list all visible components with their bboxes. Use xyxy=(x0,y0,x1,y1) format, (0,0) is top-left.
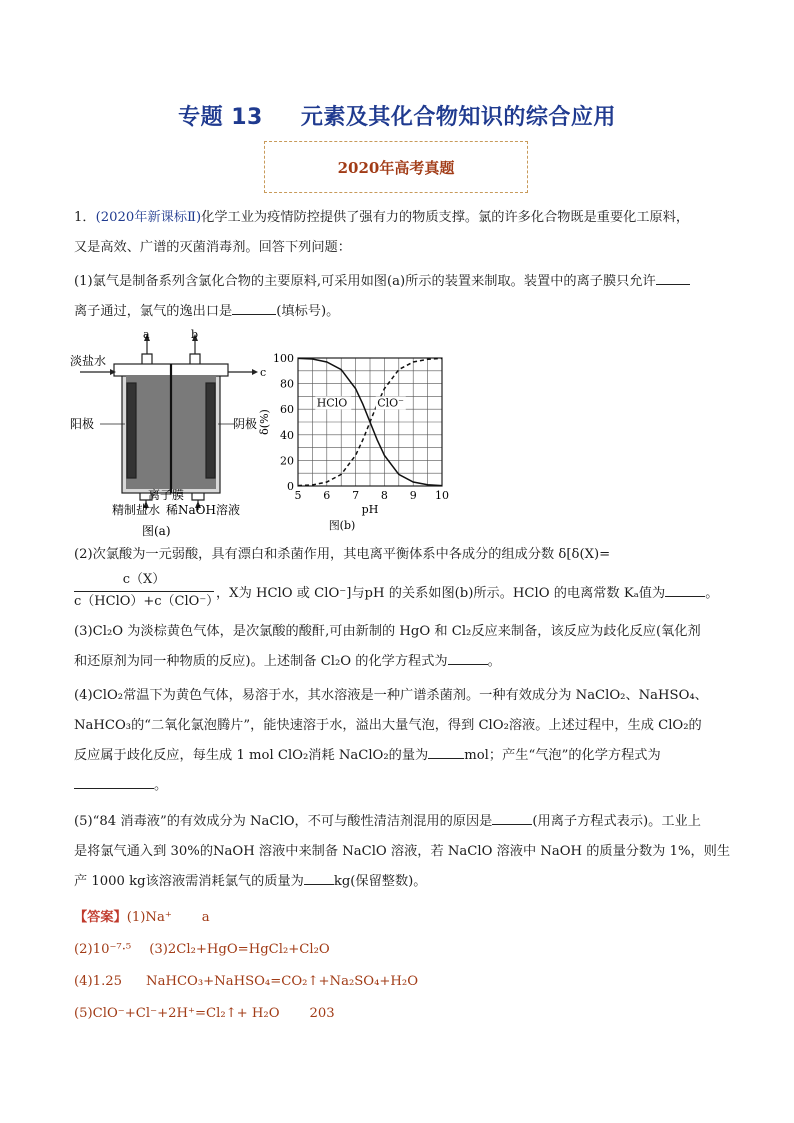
q1-part3-line2 xyxy=(74,652,734,672)
x-tick-label: 8 xyxy=(380,489,388,502)
figure-b-chart xyxy=(258,348,458,540)
x-tick-label: 10 xyxy=(435,489,449,502)
question-source: (2020年新课标Ⅱ) xyxy=(95,210,202,225)
series-label-clo: ClO⁻ xyxy=(377,396,404,410)
q1-p5e: kg(保留整数)。 xyxy=(333,874,427,889)
answer-label: 【答案】 xyxy=(74,910,127,925)
figure-a-caption: 图(a) xyxy=(142,524,171,538)
q1-p4e: 。 xyxy=(154,778,168,793)
answer-line1 xyxy=(74,908,734,928)
q1-p5a: (5)“84 消毒液”的有效成分为 NaClO，不可与酸性清洁剂混用的原因是 xyxy=(74,814,493,829)
answer-1b: a xyxy=(201,910,210,925)
answer-5b: 203 xyxy=(309,1006,335,1021)
label-b: b xyxy=(191,328,199,341)
q1-p2b: ，X为 HClO 或 ClO⁻]与pH 的关系如图(b)所示。HClO 的电离常数 Kₐ值为 xyxy=(216,586,666,601)
answer-4: (4)1.25 xyxy=(74,974,123,989)
figure-a-electrolysis-cell xyxy=(70,328,275,543)
answer-3: (3)2Cl₂+HgO=HgCl₂+Cl₂O xyxy=(149,942,330,957)
answer-line3 xyxy=(74,972,734,992)
answer-4b: NaHCO₃+NaHSO₄=CO₂↑+Na₂SO₄+H₂O xyxy=(146,974,419,989)
q1-p1a: (1)氯气是制备系列含氯化合物的主要原料,可采用如图(a)所示的装置来制取。装置中的离子膜只允许 xyxy=(74,274,656,289)
y-axis-label: δ(%) xyxy=(258,409,271,435)
label-anode: 阳极 xyxy=(70,417,95,431)
q1-p1c: (填标号)。 xyxy=(276,304,340,319)
fraction-denominator: c（HClO）+c（ClO⁻） xyxy=(74,594,220,609)
question-number: 1． xyxy=(74,210,96,225)
label-membrane: 离子膜 xyxy=(148,488,185,502)
label-dilute-brine: 淡盐水 xyxy=(70,354,107,368)
q1-part2-line2 xyxy=(216,584,736,604)
answer-blank xyxy=(428,746,464,759)
q1-part1-line1 xyxy=(74,272,734,292)
year-heading-box xyxy=(264,141,528,193)
q1-p1b: 离子通过，氯气的逸出口是 xyxy=(74,304,233,319)
q1-part3-line1 xyxy=(74,622,734,642)
q1-p3c: 。 xyxy=(487,654,501,669)
q1-intro2: 又是高效、广谱的灭菌消毒剂。回答下列问题： xyxy=(74,240,351,255)
q1-p4c: 反应属于歧化反应，每生成 1 mol ClO₂消耗 NaClO₂的量为 xyxy=(74,748,429,763)
answer-blank xyxy=(492,812,532,825)
q1-part4-line2 xyxy=(74,716,734,736)
x-tick-label: 5 xyxy=(294,489,302,502)
q1-p5d: 产 1000 kg该溶液需消耗氯气的质量为 xyxy=(74,874,304,889)
topic-number: 专题 13 xyxy=(178,105,263,130)
y-tick-label: 60 xyxy=(280,403,294,417)
label-dilute-naoh: 稀NaOH溶液 xyxy=(166,503,240,517)
series-label-hclo: HClO xyxy=(316,396,348,410)
q1-part4-line1 xyxy=(74,686,734,706)
q1-part5-line3 xyxy=(74,872,734,892)
label-a: a xyxy=(143,328,150,341)
answer-blank xyxy=(656,272,690,285)
answer-blank xyxy=(232,302,276,315)
q1-p5c: 是将氯气通入到 30%的NaOH 溶液中来制备 NaClO 溶液，若 NaClO 溶液中 NaOH 的质量分数为 1%，则生 xyxy=(74,844,731,859)
q1-intro-line1 xyxy=(74,208,734,228)
q1-part5-line2 xyxy=(74,842,734,862)
q1-p2c: 。 xyxy=(705,586,719,601)
answer-1: (1)Na⁺ xyxy=(126,910,172,925)
answer-blank xyxy=(665,584,705,597)
q1-p3b: 和还原剂为同一种物质的反应)。上述制备 Cl₂O 的化学方程式为 xyxy=(74,654,448,669)
q1-p5b: (用离子方程式表示)。工业上 xyxy=(532,814,701,829)
label-refined-brine: 精制盐水 xyxy=(112,503,161,517)
x-tick-label: 7 xyxy=(352,489,360,502)
q1-p4a: (4)ClO₂常温下为黄色气体，易溶于水，其水溶液是一种广谱杀菌剂。一种有效成分为 NaClO₂、NaHSO₄、 xyxy=(74,688,708,703)
label-c: c xyxy=(260,366,267,379)
y-tick-label: 80 xyxy=(280,377,294,391)
q1-part1-line2 xyxy=(74,302,734,322)
fraction-numerator: c（X） xyxy=(74,571,214,592)
answer-line4 xyxy=(74,1004,734,1024)
q1-part4-line4 xyxy=(74,776,734,796)
answer-blank xyxy=(74,776,154,789)
y-tick-label: 20 xyxy=(280,454,294,468)
q1-part2-line1 xyxy=(74,545,734,565)
year-heading: 2020年高考真题 xyxy=(337,158,455,177)
answer-blank xyxy=(448,652,488,665)
y-tick-label: 40 xyxy=(280,428,294,442)
q1-part4-line3 xyxy=(74,746,734,766)
fraction xyxy=(74,571,220,612)
y-tick-label: 100 xyxy=(273,352,294,365)
x-axis-label: pH xyxy=(361,503,379,516)
label-cathode: 阴极 xyxy=(233,417,258,431)
q1-p2a: (2)次氯酸为一元弱酸，具有漂白和杀菌作用，其电离平衡体系中各成分的组成分数 δ[δ(X)= xyxy=(74,547,611,562)
q1-p4d: mol；产生“气泡”的化学方程式为 xyxy=(464,748,661,763)
page-title xyxy=(0,100,794,131)
x-tick-label: 9 xyxy=(409,489,417,502)
q1-p3a: (3)Cl₂O 为淡棕黄色气体，是次氯酸的酸酐,可由新制的 HgO 和 Cl₂反应来制备，该反应为歧化反应(氧化剂 xyxy=(74,624,701,639)
figure-b-caption: 图(b) xyxy=(328,519,356,532)
answer-blank xyxy=(304,872,334,885)
answer-line2 xyxy=(74,940,734,960)
answer-5: (5)ClO⁻+Cl⁻+2H⁺=Cl₂↑+ H₂O xyxy=(74,1006,280,1021)
q1-p4b: NaHCO₃的“二氧化氯泡腾片”，能快速溶于水，溢出大量气泡，得到 ClO₂溶液。上述过程中，生成 ClO₂的 xyxy=(74,718,702,733)
q1-intro1: 化学工业为疫情防控提供了强有力的物质支撑。氯的许多化合物既是重要化工原料， xyxy=(201,210,690,225)
topic-title: 元素及其化合物知识的综合应用 xyxy=(300,105,616,130)
x-tick-label: 6 xyxy=(323,489,331,502)
q1-part5-line1 xyxy=(74,812,734,832)
answer-2: (2)10⁻⁷·⁵ xyxy=(74,942,132,957)
y-tick-label: 0 xyxy=(287,480,294,493)
q1-intro-line2 xyxy=(74,238,734,258)
